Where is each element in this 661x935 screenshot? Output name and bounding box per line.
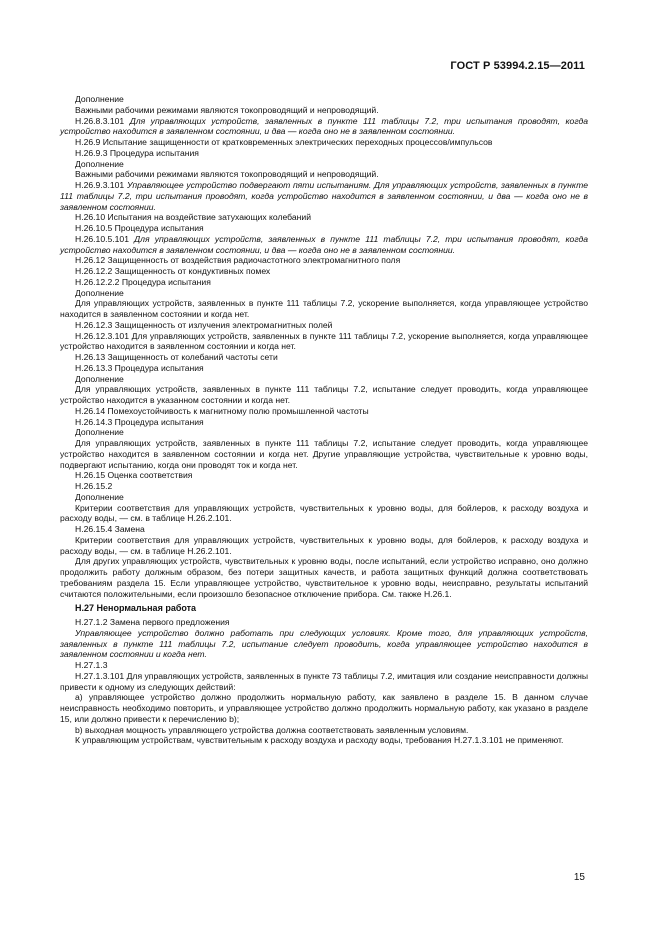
paragraph [60, 94, 588, 105]
paragraph-text: Дополнение [75, 158, 124, 169]
paragraph [60, 180, 588, 212]
paragraph-text: Дополнение [75, 427, 124, 438]
paragraph [60, 556, 588, 599]
paragraph-text: H.26.9 Испытание защищенности от кратковременных электрических переходных процессов/импульсов [75, 137, 493, 147]
paragraph-text: H.26.15.2 [75, 481, 113, 491]
paragraph [60, 169, 588, 180]
paragraph [60, 234, 588, 256]
paragraph-text: H.26.10.5 Процедура испытания [75, 223, 204, 233]
paragraph-text: Важными рабочими режимами являются токопроводящий и непроводящий. [75, 169, 379, 180]
paragraph-text: H.27.1.2 Замена первого предложения [75, 617, 230, 627]
page-number: 15 [573, 872, 585, 883]
clause-number: H.26.10.5.101 [75, 233, 129, 244]
paragraph-text: H.26.14.3 Процедура испытания [75, 416, 204, 427]
paragraph-text: Для управляющих устройств, заявленных в пункте 111 таблицы 7.2, три испытания проводят, когда устройство находится в заявленном состоянии, и два — когда оно не в заявленном состоянии. [60, 115, 588, 137]
document-body [60, 94, 588, 746]
paragraph-text: Дополнение [75, 287, 124, 298]
paragraph-text: Дополнение [75, 94, 124, 104]
paragraph [60, 406, 588, 417]
paragraph-text: H.26.12.2.2 Процедура испытания [75, 276, 211, 287]
paragraph-text: Для других управляющих устройств, чувствительных к уровню воды, после испытаний, если устройство исправно, оно должно продолжить работу должным образом, без потери защитных качеств, и работа защитных функций должна соответствовать требованиям раздела 15. Если управляющее устройство, чувствительное к уровню воды, неисправно, результаты испытаний считаются положительными, если произошло безопасное отключение прибора. См. также H.26.1. [60, 556, 588, 599]
paragraph [60, 255, 588, 266]
paragraph [60, 427, 588, 438]
paragraph [60, 492, 588, 503]
paragraph-text: Управляющее устройство должно работать при следующих условиях. Кроме того, для управляющих устройств, заявленных в пункте 111 таблицы 7.2, испытание следует проводить, когда управляющее устройство находится в заявленном состоянии и когда нет. [60, 627, 588, 660]
paragraph [60, 417, 588, 428]
paragraph [60, 298, 588, 320]
paragraph [60, 288, 588, 299]
paragraph [60, 735, 588, 746]
paragraph [60, 266, 588, 277]
paragraph-text: Критерии соответствия для управляющих устройств, чувствительных к уровню воды, для бойлеров, к расходу воздуха и расходу воды, — см. в таблице H.26.2.101. [60, 502, 588, 524]
paragraph-text: H.26.12.2 Защищенность от кондуктивных помех [75, 266, 271, 276]
paragraph [60, 105, 588, 116]
paragraph [60, 671, 588, 693]
paragraph [60, 223, 588, 234]
paragraph-text: a) управляющее устройство должно продолжить нормальную работу, как заявлено в разделе 15. В данном случае неисправность необходимо повторить, и управляющее устройство должно продолжить нормальную работу, как указано в разделе 15, или должно привести к перечислению b); [60, 692, 588, 724]
clause-number: H.26.8.3.101 [75, 115, 125, 126]
paragraph [60, 692, 588, 724]
paragraph [60, 159, 588, 170]
paragraph-text: H.26.15.4 Замена [75, 524, 145, 534]
paragraph-text: Для управляющих устройств, заявленных в пункте 111 таблицы 7.2, испытание следует проводить, когда управляющее устройство находится в заявленном состоянии и когда нет. Другие управляющие устройства, чувствительные к уровню воды, подвергают испытанию, когда они проводят ток и когда нет. [60, 438, 588, 470]
paragraph-text: Для управляющих устройств, заявленных в пункте 111 таблицы 7.2, три испытания проводят, когда устройство находится в заявленном состоянии, и два — когда оно не в заявленном состоянии. [60, 233, 588, 255]
paragraph-text: H.26.12.3.101 Для управляющих устройств, заявленных в пункте 111 таблицы 7.2, ускорение выполняется, когда управляющее устройство находится в заявленном состоянии и когда нет. [60, 330, 588, 352]
paragraph-text: H.26.12.3 Защищенность от излучения электромагнитных полей [75, 319, 333, 330]
paragraph-text: H.26.13.3 Процедура испытания [75, 362, 204, 373]
paragraph [60, 628, 588, 660]
paragraph [60, 503, 588, 525]
paragraph-text: Критерии соответствия для управляющих устройств, чувствительных к уровню воды, для бойлеров, к расходу воздуха и расходу воды, — см. в таблице H.26.2.101. [60, 534, 588, 556]
paragraph [60, 363, 588, 374]
paragraph [60, 116, 588, 138]
paragraph-text: Дополнение [75, 373, 124, 384]
paragraph [60, 438, 588, 470]
paragraph [60, 725, 588, 736]
paragraph-text: H.26.12 Защищенность от воздействия радиочастотного электромагнитного поля [75, 255, 401, 266]
standard-designation: ГОСТ Р 53994.2.15—2011 [450, 60, 585, 72]
paragraph-text: H.26.9.3 Процедура испытания [75, 147, 199, 158]
paragraph-text: H.26.10 Испытания на воздействие затухающих колебаний [75, 212, 312, 223]
paragraph [60, 320, 588, 331]
paragraph [60, 148, 588, 159]
paragraph-text: Дополнение [75, 491, 124, 502]
paragraph [60, 277, 588, 288]
paragraph-text: b) выходная мощность управляющего устройства должна соответствовать заявленным условиям. [75, 724, 469, 735]
paragraph [60, 352, 588, 363]
paragraph [60, 212, 588, 223]
paragraph [60, 481, 588, 492]
clause-number: H.26.9.3.101 [75, 180, 125, 190]
paragraph [60, 137, 588, 148]
paragraph [60, 524, 588, 535]
section-heading: H.27 Ненормальная работа [75, 603, 197, 614]
paragraph [60, 660, 588, 671]
paragraph [60, 617, 588, 628]
paragraph-text: H.27.1.3.101 Для управляющих устройств, заявленных в пункте 73 таблицы 7.2, имитация или создание неисправности должны привести к одному из следующих действий: [60, 670, 588, 692]
paragraph-text: Для управляющих устройств, заявленных в пункте 111 таблицы 7.2, ускорение выполняется, когда управляющее устройство находится в заявленном состоянии и когда нет. [60, 298, 588, 319]
paragraph-text: Для управляющих устройств, заявленных в пункте 111 таблицы 7.2, испытание следует проводить, когда управляющее устройство находится в указанном состоянии и когда нет. [60, 384, 588, 405]
paragraph-text: Важными рабочими режимами являются токопроводящий и непроводящий. [75, 104, 379, 115]
paragraph-text: H.26.15 Оценка соответствия [75, 470, 193, 481]
paragraph-text: H.26.13 Защищенность от колебаний частоты сети [75, 352, 278, 362]
paragraph-text: H.26.14 Помехоустойчивость к магнитному полю промышленной частоты [75, 405, 369, 416]
paragraph-text: H.27.1.3 [75, 660, 108, 670]
paragraph [60, 384, 588, 406]
paragraph [60, 331, 588, 353]
paragraph [60, 470, 588, 481]
paragraph-text: Управляющее устройство подвергают пяти испытаниям. Для управляющих устройств, заявленных в пункте 111 таблицы 7.2, три испытания проводят, когда устройство находится в заявленном состоянии, и два — когда оно не в заявленном состоянии. [60, 180, 589, 212]
paragraph [60, 374, 588, 385]
paragraph [60, 535, 588, 557]
paragraph-text: К управляющим устройствам, чувствительным к расходу воздуха и расходу воды, требования H.27.1.3.101 не применяют. [75, 735, 564, 746]
